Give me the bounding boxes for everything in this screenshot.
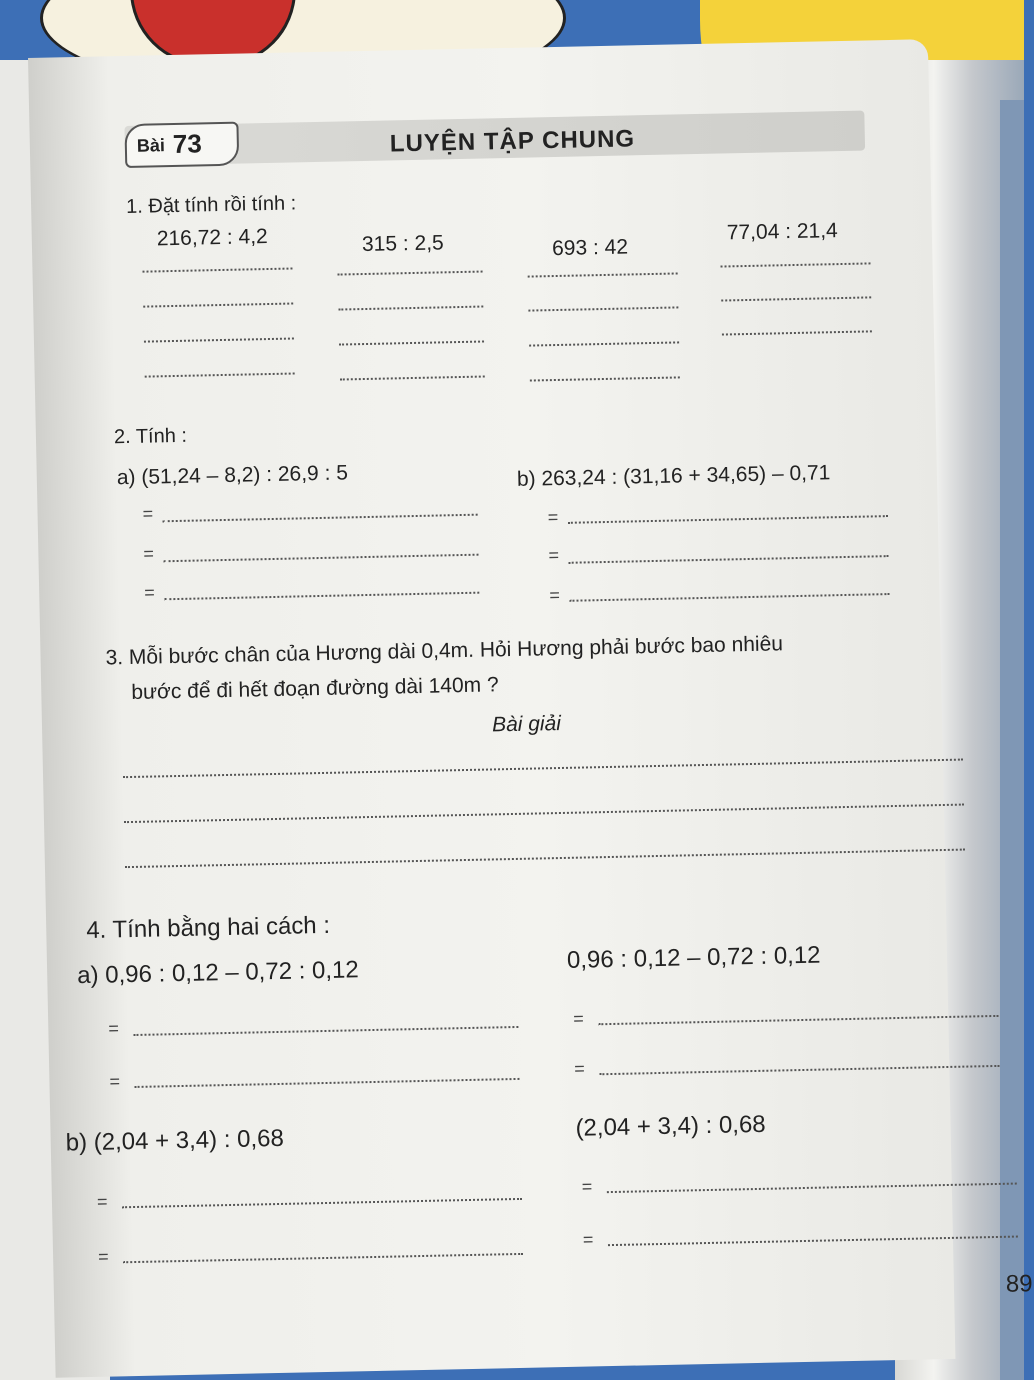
answer-line	[569, 555, 889, 564]
q1-line	[142, 268, 292, 273]
lesson-number: 73	[172, 128, 203, 159]
solution-line	[123, 759, 963, 779]
q1-line	[721, 296, 871, 301]
q1-line	[528, 306, 678, 311]
equals-sign: =	[549, 584, 561, 606]
equals-sign: =	[96, 1191, 108, 1212]
q1-label: 1. Đặt tính rồi tính :	[125, 192, 297, 218]
equals-sign: =	[574, 1058, 586, 1079]
answer-line	[598, 1015, 998, 1025]
q1-line	[338, 306, 483, 311]
page-number: 89	[1005, 1270, 1033, 1298]
answer-line	[123, 1253, 523, 1263]
page-title: LUYỆN TẬP CHUNG	[389, 125, 636, 158]
equals-sign: =	[108, 1018, 120, 1039]
q1-item-1: 216,72 : 4,2	[156, 225, 268, 251]
q1-line	[529, 341, 679, 346]
equals-sign: =	[548, 544, 560, 566]
plastic-cover-edge	[1000, 100, 1024, 1380]
equals-sign: =	[582, 1229, 594, 1250]
answer-line	[164, 554, 479, 563]
q4-b-left-expression: b) (2,04 + 3,4) : 0,68	[65, 1124, 285, 1157]
q2-b-expression: b) 263,24 : (31,16 + 34,65) – 0,71	[516, 461, 831, 491]
q4-label: 4. Tính bằng hai cách :	[86, 911, 331, 944]
q1-line	[145, 372, 295, 377]
q1-line	[340, 376, 485, 381]
answer-line	[135, 1078, 520, 1088]
equals-sign: =	[144, 582, 155, 603]
equals-sign: =	[109, 1071, 121, 1092]
solution-heading: Bài giải	[491, 711, 562, 737]
q2-a-expression: a) (51,24 – 8,2) : 26,9 : 5	[116, 461, 349, 490]
q1-line	[720, 262, 870, 267]
equals-sign: =	[143, 543, 155, 564]
answer-line	[122, 1198, 522, 1208]
q1-item-4: 77,04 : 21,4	[726, 219, 838, 245]
q1-line	[338, 271, 483, 276]
q1-line	[144, 337, 294, 342]
q1-line	[530, 376, 680, 381]
q2-label: 2. Tính :	[113, 424, 188, 449]
q4-b-right-expression: (2,04 + 3,4) : 0,68	[575, 1110, 766, 1142]
answer-line	[163, 514, 478, 523]
workbook-page	[28, 39, 1033, 1378]
q1-line	[339, 341, 484, 346]
q1-item-3: 693 : 42	[551, 235, 629, 261]
q1-line	[143, 303, 293, 308]
answer-line	[569, 593, 889, 602]
q4-a-right-expression: 0,96 : 0,12 – 0,72 : 0,12	[566, 941, 821, 974]
q1-item-2: 315 : 2,5	[361, 231, 444, 257]
q4-a-left-expression: a) 0,96 : 0,12 – 0,72 : 0,12	[76, 956, 359, 990]
equals-sign: =	[547, 506, 559, 528]
equals-sign: =	[573, 1008, 584, 1029]
q1-line	[722, 330, 872, 335]
q3-line-1: 3. Mỗi bước chân của Hương dài 0,4m. Hỏi Hương phải bước bao nhiêu	[105, 632, 784, 670]
answer-line	[133, 1026, 518, 1036]
answer-line	[599, 1065, 999, 1075]
solution-line	[125, 849, 965, 869]
equals-sign: =	[142, 503, 154, 524]
q1-line	[528, 272, 678, 277]
lesson-word: Bài	[136, 135, 166, 156]
equals-sign: =	[97, 1246, 109, 1267]
q3-line-2: bước để đi hết đoạn đường dài 140m ?	[131, 673, 499, 704]
lesson-badge	[124, 122, 239, 168]
solution-line	[124, 804, 964, 824]
answer-line	[164, 592, 479, 601]
answer-line	[568, 515, 888, 524]
equals-sign: =	[581, 1176, 593, 1197]
